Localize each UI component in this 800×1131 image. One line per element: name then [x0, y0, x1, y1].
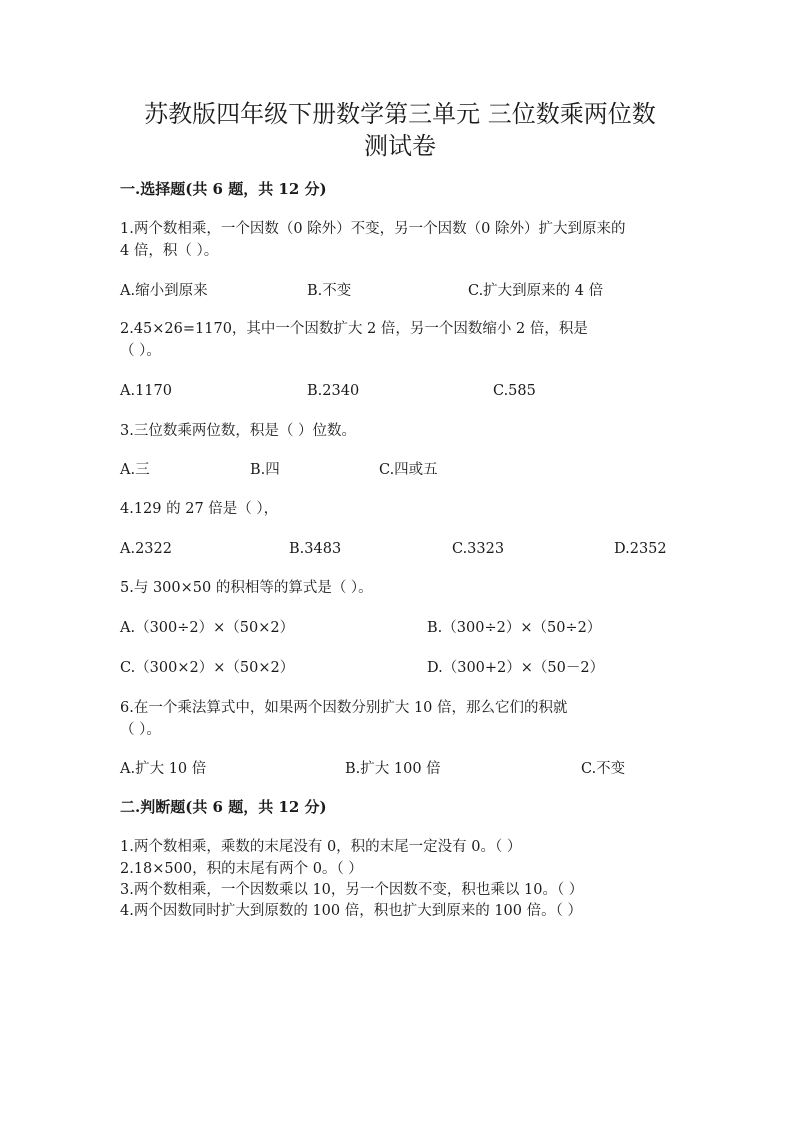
q4-option-a: A.2322 — [120, 541, 172, 557]
q1-option-b: B.不变 — [307, 283, 352, 299]
question-2-line1: 2.45×26=1170，其中一个因数扩大 2 倍，另一个因数缩小 2 倍，积是 — [120, 321, 588, 337]
judgment-item-1: 1.两个数相乘，乘数的末尾没有 0，积的末尾一定没有 0。（ ） — [120, 839, 522, 855]
question-6-line2: （ ）。 — [120, 722, 161, 738]
question-4: 4.129 的 27 倍是（ ）， — [120, 501, 279, 517]
q5-option-b: B.（300÷2）×（50÷2） — [427, 620, 602, 636]
q2-option-c: C.585 — [493, 383, 536, 399]
q4-option-b: B.3483 — [289, 541, 342, 557]
question-3: 3.三位数乘两位数，积是（ ）位数。 — [120, 423, 356, 439]
judgment-item-4: 4.两个因数同时扩大到原数的 100 倍，积也扩大到原来的 100 倍。（ ） — [120, 903, 582, 919]
q6-option-a: A.扩大 10 倍 — [120, 761, 207, 777]
question-2-line2: （ ）。 — [120, 343, 161, 359]
page-title: 苏教版四年级下册数学第三单元 三位数乘两位数 — [144, 100, 656, 128]
q3-option-a: A.三 — [120, 462, 150, 478]
judgment-item-2: 2.18×500，积的末尾有两个 0。（ ） — [120, 861, 363, 877]
question-1-line2: 4 倍，积（ ）。 — [120, 243, 219, 259]
question-5: 5.与 300×50 的积相等的算式是（ ）。 — [120, 580, 373, 596]
q2-option-b: B.2340 — [307, 383, 360, 399]
q4-option-c: C.3323 — [452, 541, 505, 557]
q6-option-b: B.扩大 100 倍 — [345, 761, 441, 777]
q5-option-c: C.（300×2）×（50×2） — [120, 660, 295, 676]
judgment-item-3: 3.两个数相乘，一个因数乘以 10，另一个因数不变，积也乘以 10。（ ） — [120, 882, 584, 898]
q1-option-c: C.扩大到原来的 4 倍 — [468, 283, 604, 299]
section-heading-choice: 一.选择题(共 6 题，共 12 分) — [120, 180, 327, 198]
q3-option-c: C.四或五 — [379, 462, 438, 478]
q3-option-b: B.四 — [250, 462, 280, 478]
question-1-line1: 1.两个数相乘，一个因数（0 除外）不变，另一个因数（0 除外）扩大到原来的 — [120, 221, 626, 237]
q5-option-a: A.（300÷2）×（50×2） — [120, 620, 295, 636]
q1-option-a: A.缩小到原来 — [120, 283, 208, 299]
q6-option-c: C.不变 — [581, 761, 626, 777]
section-heading-judgment: 二.判断题(共 6 题，共 12 分) — [120, 798, 327, 816]
page-title-line2: 测试卷 — [364, 132, 436, 160]
q5-option-d: D.（300+2）×（50－2） — [427, 660, 605, 676]
q4-option-d: D.2352 — [614, 541, 667, 557]
q2-option-a: A.1170 — [120, 383, 172, 399]
question-6-line1: 6.在一个乘法算式中，如果两个因数分别扩大 10 倍，那么它们的积就 — [120, 700, 568, 716]
